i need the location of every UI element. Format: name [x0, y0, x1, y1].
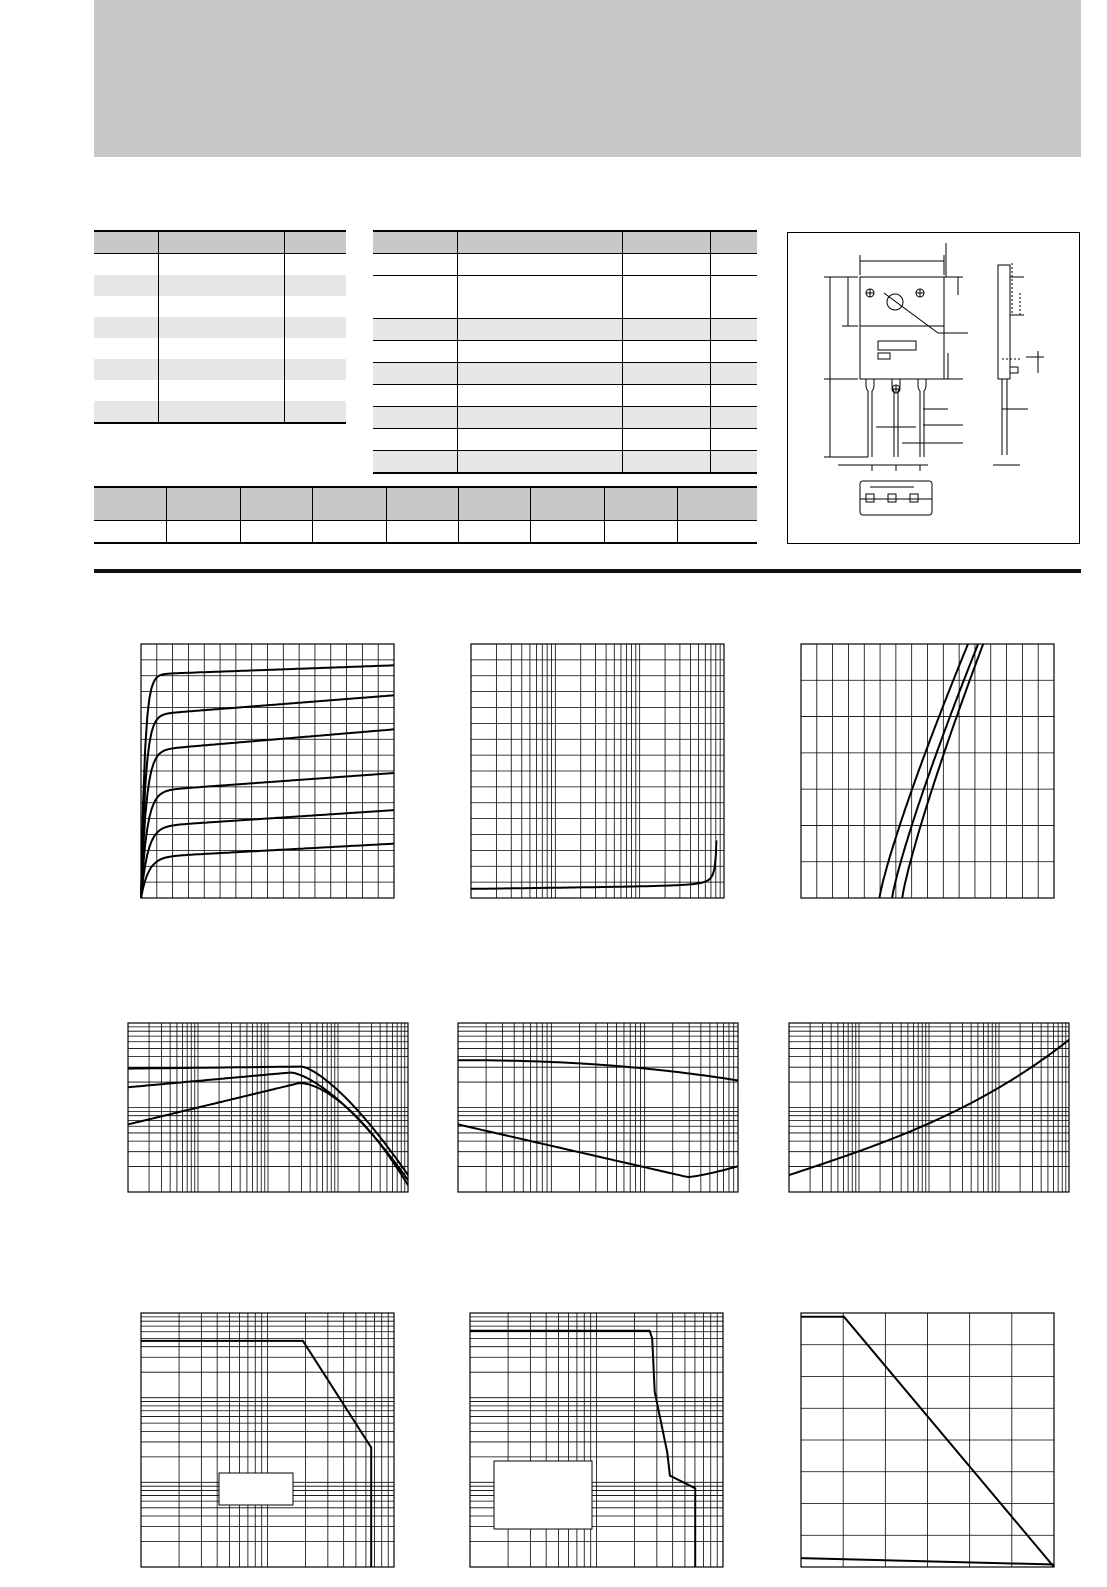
- soa-boundary: [141, 1341, 371, 1567]
- soa-boundary: [470, 1331, 695, 1567]
- package-outline-drawing: [787, 232, 1080, 544]
- table-row: [373, 254, 757, 276]
- graph-5: [458, 1023, 738, 1192]
- table-row: [94, 521, 757, 544]
- graph-2: [471, 644, 724, 898]
- section-divider: [94, 569, 1081, 573]
- curve: [892, 644, 978, 898]
- graph-8: [470, 1313, 723, 1567]
- curve: [458, 1124, 738, 1177]
- package-outline-svg: [788, 233, 1079, 543]
- table-row: [373, 297, 757, 319]
- characteristics-table: [373, 230, 757, 474]
- graph-4: [128, 1023, 408, 1192]
- table-row: [373, 429, 757, 451]
- table-row: [373, 319, 757, 341]
- table-row: [373, 385, 757, 407]
- graph-6: [789, 1023, 1069, 1192]
- graph-note-box: [494, 1461, 592, 1529]
- table-row: [373, 276, 757, 298]
- table-header-row: [94, 231, 346, 254]
- table-row: [373, 341, 757, 363]
- package-body-side: [998, 265, 1010, 379]
- header-band: [94, 0, 1081, 157]
- curve: [902, 644, 983, 898]
- table-row: [94, 317, 346, 338]
- classification-table: [94, 486, 757, 544]
- curve: [458, 1060, 738, 1080]
- table-row: [94, 275, 346, 296]
- graph-7: [141, 1313, 394, 1567]
- table-row: [373, 407, 757, 429]
- table-header-row: [94, 487, 757, 521]
- table-row: [94, 254, 346, 276]
- graph-9: [801, 1313, 1054, 1567]
- table-row: [373, 451, 757, 474]
- ratings-table: [94, 230, 346, 424]
- table-row: [94, 359, 346, 380]
- curve: [879, 644, 968, 898]
- graph-1: [141, 644, 394, 898]
- table-row: [94, 338, 346, 359]
- table-row: [94, 401, 346, 423]
- table-row: [94, 296, 346, 317]
- graph-note-box: [219, 1473, 293, 1505]
- table-row: [94, 380, 346, 401]
- graph-3: [801, 644, 1054, 898]
- table-row: [373, 363, 757, 385]
- table-header-row: [373, 231, 757, 254]
